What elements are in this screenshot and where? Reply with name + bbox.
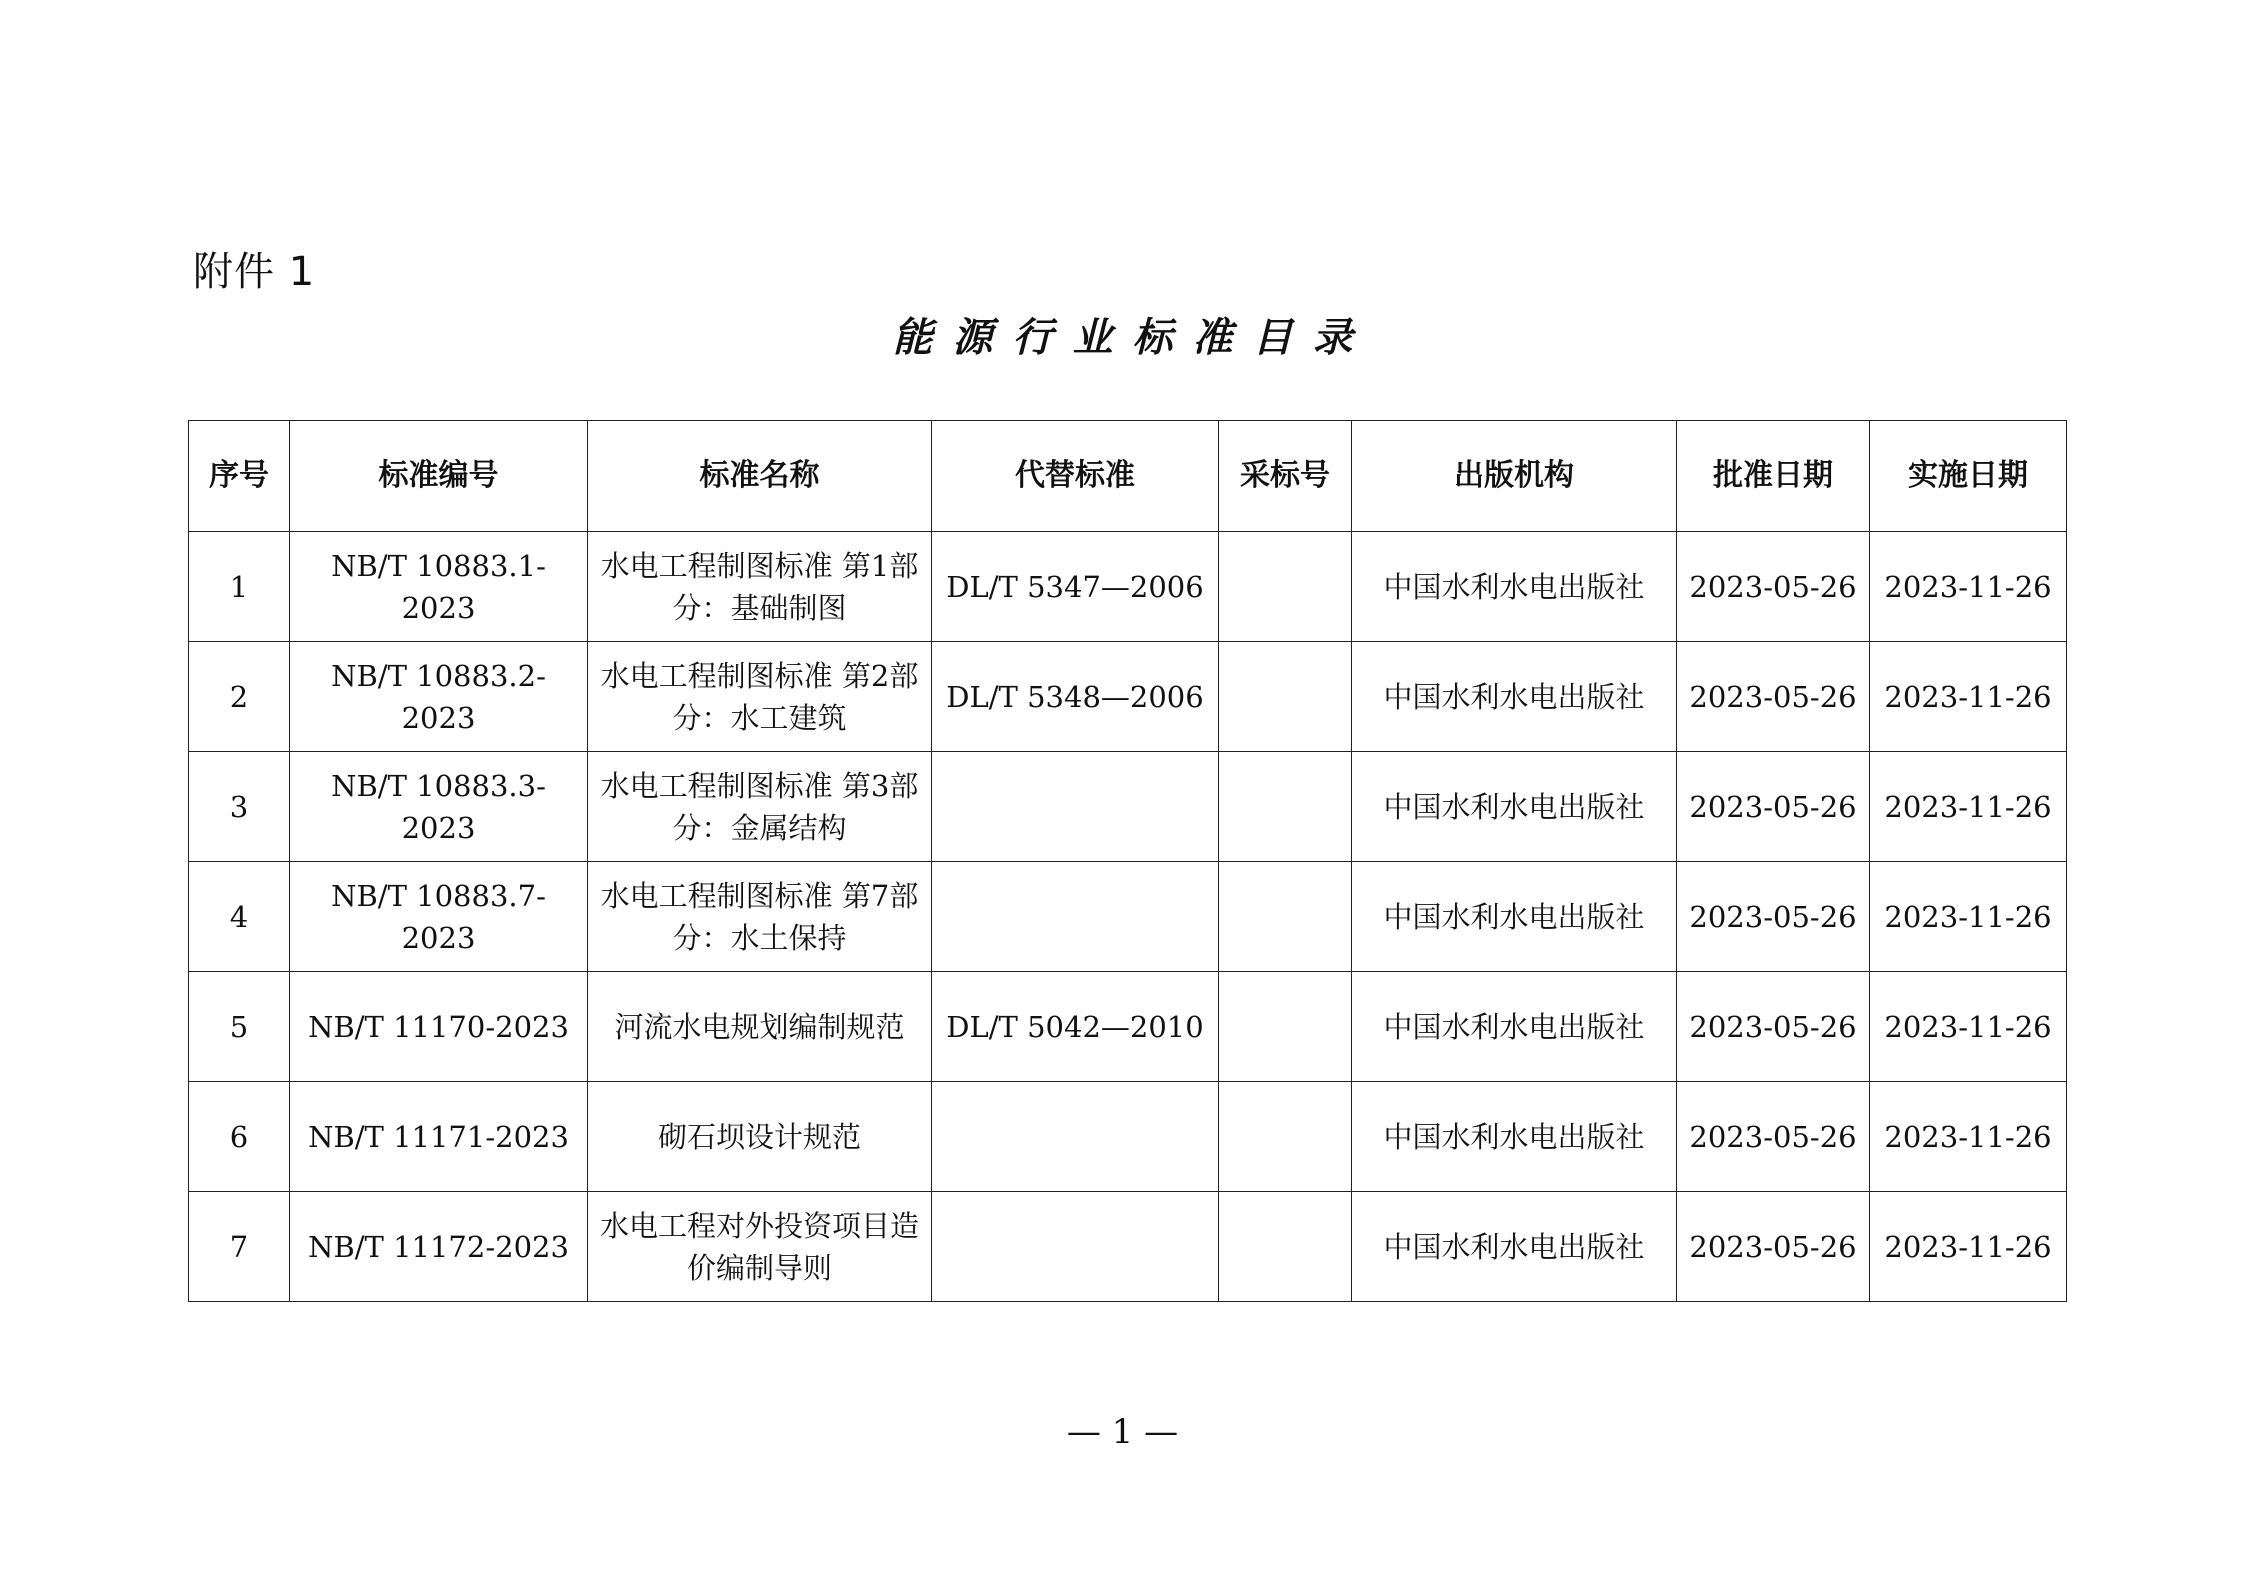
cell-replaces: DL/T 5347—2006 — [932, 532, 1219, 642]
header-approval-date: 批准日期 — [1677, 421, 1870, 532]
cell-adopted — [1219, 752, 1352, 862]
header-effective-date: 实施日期 — [1870, 421, 2067, 532]
cell-approval-date: 2023-05-26 — [1677, 1082, 1870, 1192]
cell-approval-date: 2023-05-26 — [1677, 642, 1870, 752]
cell-adopted — [1219, 972, 1352, 1082]
table-row — [189, 1082, 2067, 1192]
header-code: 标准编号 — [290, 421, 588, 532]
cell-name: 水电工程制图标准 第3部分：金属结构 — [588, 752, 932, 862]
cell-effective-date: 2023-11-26 — [1870, 1192, 2067, 1302]
cell-index: 2 — [189, 642, 290, 752]
cell-index: 7 — [189, 1192, 290, 1302]
cell-name: 水电工程对外投资项目造价编制导则 — [588, 1192, 932, 1302]
attachment-label: 附件 1 — [193, 249, 316, 295]
cell-index: 1 — [189, 532, 290, 642]
cell-code: NB/T 10883.3-2023 — [290, 752, 588, 862]
cell-approval-date: 2023-05-26 — [1677, 972, 1870, 1082]
table-header-row — [189, 421, 2067, 532]
table-row — [189, 1192, 2067, 1302]
cell-effective-date: 2023-11-26 — [1870, 972, 2067, 1082]
cell-approval-date: 2023-05-26 — [1677, 532, 1870, 642]
header-publisher: 出版机构 — [1352, 421, 1677, 532]
header-replaces: 代替标准 — [932, 421, 1219, 532]
page-number: — 1 — — [1066, 1412, 1179, 1452]
cell-publisher: 中国水利水电出版社 — [1352, 1192, 1677, 1302]
cell-name: 砌石坝设计规范 — [588, 1082, 932, 1192]
cell-replaces — [932, 752, 1219, 862]
table-row — [189, 642, 2067, 752]
cell-effective-date: 2023-11-26 — [1870, 532, 2067, 642]
cell-code: NB/T 10883.2-2023 — [290, 642, 588, 752]
cell-adopted — [1219, 862, 1352, 972]
cell-code: NB/T 10883.1-2023 — [290, 532, 588, 642]
cell-replaces: DL/T 5042—2010 — [932, 972, 1219, 1082]
cell-adopted — [1219, 1082, 1352, 1192]
cell-name: 水电工程制图标准 第2部分：水工建筑 — [588, 642, 932, 752]
cell-adopted — [1219, 532, 1352, 642]
cell-name: 河流水电规划编制规范 — [588, 972, 932, 1082]
cell-adopted — [1219, 642, 1352, 752]
cell-name: 水电工程制图标准 第1部分：基础制图 — [588, 532, 932, 642]
header-index: 序号 — [189, 421, 290, 532]
cell-effective-date: 2023-11-26 — [1870, 1082, 2067, 1192]
cell-approval-date: 2023-05-26 — [1677, 1192, 1870, 1302]
header-adopted: 采标号 — [1219, 421, 1352, 532]
table-row — [189, 972, 2067, 1082]
cell-publisher: 中国水利水电出版社 — [1352, 752, 1677, 862]
table-row — [189, 532, 2067, 642]
cell-publisher: 中国水利水电出版社 — [1352, 1082, 1677, 1192]
cell-effective-date: 2023-11-26 — [1870, 642, 2067, 752]
table-row — [189, 862, 2067, 972]
cell-index: 5 — [189, 972, 290, 1082]
cell-code: NB/T 11171-2023 — [290, 1082, 588, 1192]
cell-index: 4 — [189, 862, 290, 972]
document-title: 能源行业标准目录 — [892, 314, 1373, 361]
cell-publisher: 中国水利水电出版社 — [1352, 532, 1677, 642]
cell-code: NB/T 11172-2023 — [290, 1192, 588, 1302]
cell-code: NB/T 11170-2023 — [290, 972, 588, 1082]
cell-index: 3 — [189, 752, 290, 862]
cell-replaces — [932, 1192, 1219, 1302]
cell-replaces: DL/T 5348—2006 — [932, 642, 1219, 752]
cell-replaces — [932, 1082, 1219, 1192]
cell-publisher: 中国水利水电出版社 — [1352, 972, 1677, 1082]
cell-index: 6 — [189, 1082, 290, 1192]
cell-publisher: 中国水利水电出版社 — [1352, 642, 1677, 752]
table-row — [189, 752, 2067, 862]
header-name: 标准名称 — [588, 421, 932, 532]
cell-code: NB/T 10883.7-2023 — [290, 862, 588, 972]
cell-approval-date: 2023-05-26 — [1677, 862, 1870, 972]
standards-table — [188, 420, 2067, 1302]
cell-replaces — [932, 862, 1219, 972]
cell-effective-date: 2023-11-26 — [1870, 752, 2067, 862]
cell-approval-date: 2023-05-26 — [1677, 752, 1870, 862]
cell-effective-date: 2023-11-26 — [1870, 862, 2067, 972]
cell-name: 水电工程制图标准 第7部分：水土保持 — [588, 862, 932, 972]
cell-adopted — [1219, 1192, 1352, 1302]
cell-publisher: 中国水利水电出版社 — [1352, 862, 1677, 972]
